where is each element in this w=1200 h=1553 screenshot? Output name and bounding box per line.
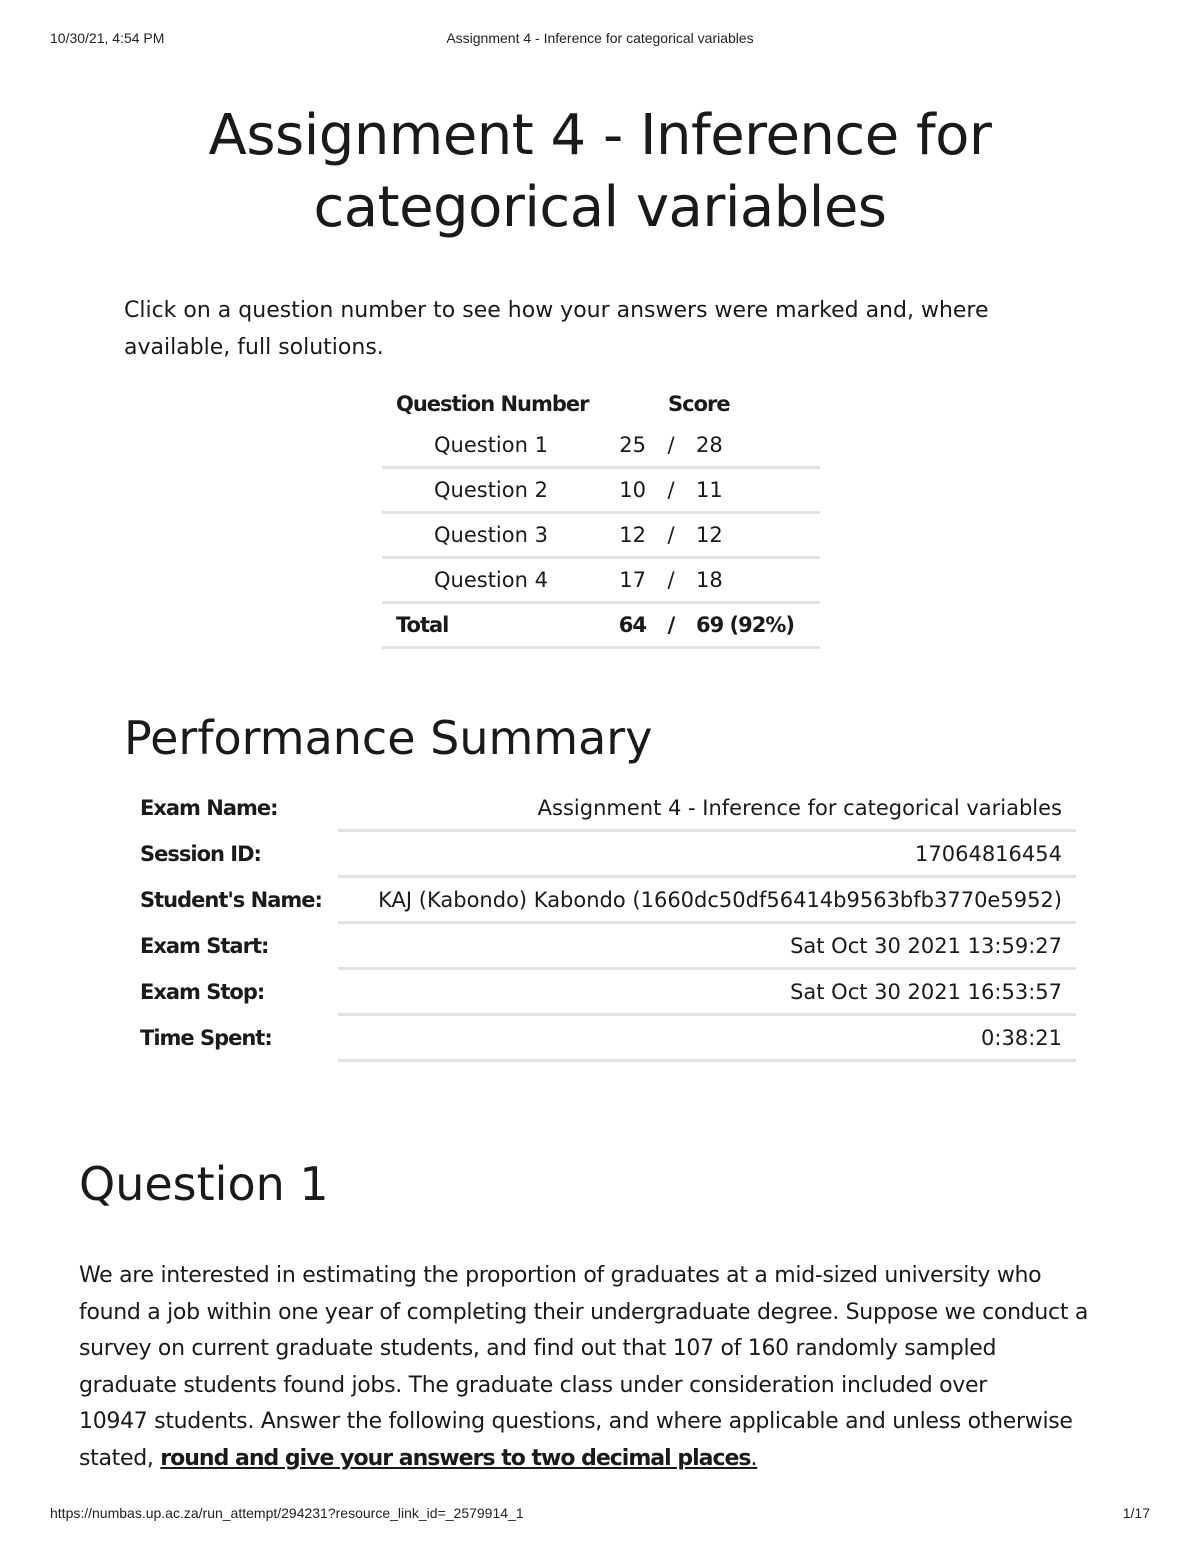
question-score: 25 xyxy=(602,424,646,468)
score-table-header xyxy=(382,384,820,424)
summary-label: Time Spent: xyxy=(140,1025,272,1050)
performance-summary-table xyxy=(128,786,1076,1062)
score-separator: / xyxy=(646,558,696,603)
question-link[interactable]: Question 4 xyxy=(382,558,602,603)
summary-row-student-name xyxy=(128,877,1076,923)
question-link[interactable]: Question 1 xyxy=(382,424,602,468)
question-1-line: We are interested in estimating the proportion of graduates at a mid-sized university who xyxy=(79,1263,1042,1288)
summary-value: Sat Oct 30 2021 13:59:27 xyxy=(338,923,1076,969)
summary-row-exam-stop xyxy=(128,969,1076,1015)
rounding-instruction: round and give your answers to two decimal places xyxy=(160,1445,751,1471)
score-row-question-3[interactable] xyxy=(382,513,820,558)
score-row-total xyxy=(382,603,820,648)
question-score: 17 xyxy=(602,558,646,603)
summary-row-exam-name xyxy=(128,786,1076,831)
total-label: Total xyxy=(382,603,602,648)
summary-value: 17064816454 xyxy=(338,831,1076,877)
score-table xyxy=(382,384,820,649)
score-separator: / xyxy=(646,513,696,558)
page-number: 1/17 xyxy=(1122,1505,1150,1521)
summary-value: Sat Oct 30 2021 16:53:57 xyxy=(338,969,1076,1015)
page-title: Assignment 4 - Inference for categorical variables xyxy=(208,103,992,240)
question-1-line: survey on current graduate students, and find out that 107 of 160 randomly sampled xyxy=(79,1336,997,1362)
question-link[interactable]: Question 2 xyxy=(382,468,602,513)
question-1-line: found a job within one year of completing their undergraduate degree. Suppose we conduct a xyxy=(79,1299,1089,1325)
question-max-score: 28 xyxy=(696,424,820,468)
score-separator: / xyxy=(646,603,696,648)
question-1-line: 10947 students. Answer the following questions, and where applicable and unless otherwise xyxy=(79,1409,1073,1435)
summary-label: Exam Name: xyxy=(140,796,278,821)
summary-value: 0:38:21 xyxy=(338,1015,1076,1061)
question-1-heading: Question 1 xyxy=(79,1157,329,1211)
question-max-score: 12 xyxy=(696,513,820,558)
total-score: 64 xyxy=(602,603,646,648)
question-link[interactable]: Question 3 xyxy=(382,513,602,558)
score-separator: / xyxy=(646,424,696,468)
score-row-question-4[interactable] xyxy=(382,558,820,603)
question-score: 12 xyxy=(602,513,646,558)
intro-text: Click on a question number to see how your answers were marked and, where available, full solutions. xyxy=(124,298,989,360)
summary-value: KAJ (Kabondo) Kabondo (1660dc50df56414b9563bfb3770e5952) xyxy=(338,877,1076,923)
question-1-line: graduate students found jobs. The graduate class under consideration included over xyxy=(79,1372,987,1398)
summary-row-session-id xyxy=(128,831,1076,877)
question-max-score: 11 xyxy=(696,468,820,513)
score-separator: / xyxy=(646,468,696,513)
question-1-line-prefix: stated, xyxy=(79,1445,161,1471)
summary-label: Session ID: xyxy=(140,841,261,866)
score-row-question-2[interactable] xyxy=(382,468,820,513)
question-number-header: Question Number xyxy=(396,392,589,416)
print-title: Assignment 4 - Inference for categorical variables xyxy=(446,30,754,46)
question-1-line-suffix: . xyxy=(750,1445,758,1471)
total-max-score: 69 (92%) xyxy=(696,603,820,648)
summary-label: Student's Name: xyxy=(140,887,322,912)
score-row-question-1[interactable] xyxy=(382,424,820,468)
question-1-body xyxy=(79,1258,1124,1478)
score-header: Score xyxy=(668,392,730,416)
question-score: 10 xyxy=(602,468,646,513)
summary-row-time-spent xyxy=(128,1015,1076,1061)
print-footer xyxy=(50,1505,1150,1525)
question-max-score: 18 xyxy=(696,558,820,603)
summary-label: Exam Stop: xyxy=(140,979,265,1004)
print-header xyxy=(50,30,1150,50)
summary-row-exam-start xyxy=(128,923,1076,969)
summary-label: Exam Start: xyxy=(140,933,269,958)
performance-summary-heading: Performance Summary xyxy=(124,711,653,765)
print-url: https://numbas.up.ac.za/run_attempt/294231?resource_link_id=_2579914_1 xyxy=(50,1505,524,1521)
print-datetime: 10/30/21, 4:54 PM xyxy=(50,30,165,46)
summary-value: Assignment 4 - Inference for categorical variables xyxy=(338,786,1076,831)
